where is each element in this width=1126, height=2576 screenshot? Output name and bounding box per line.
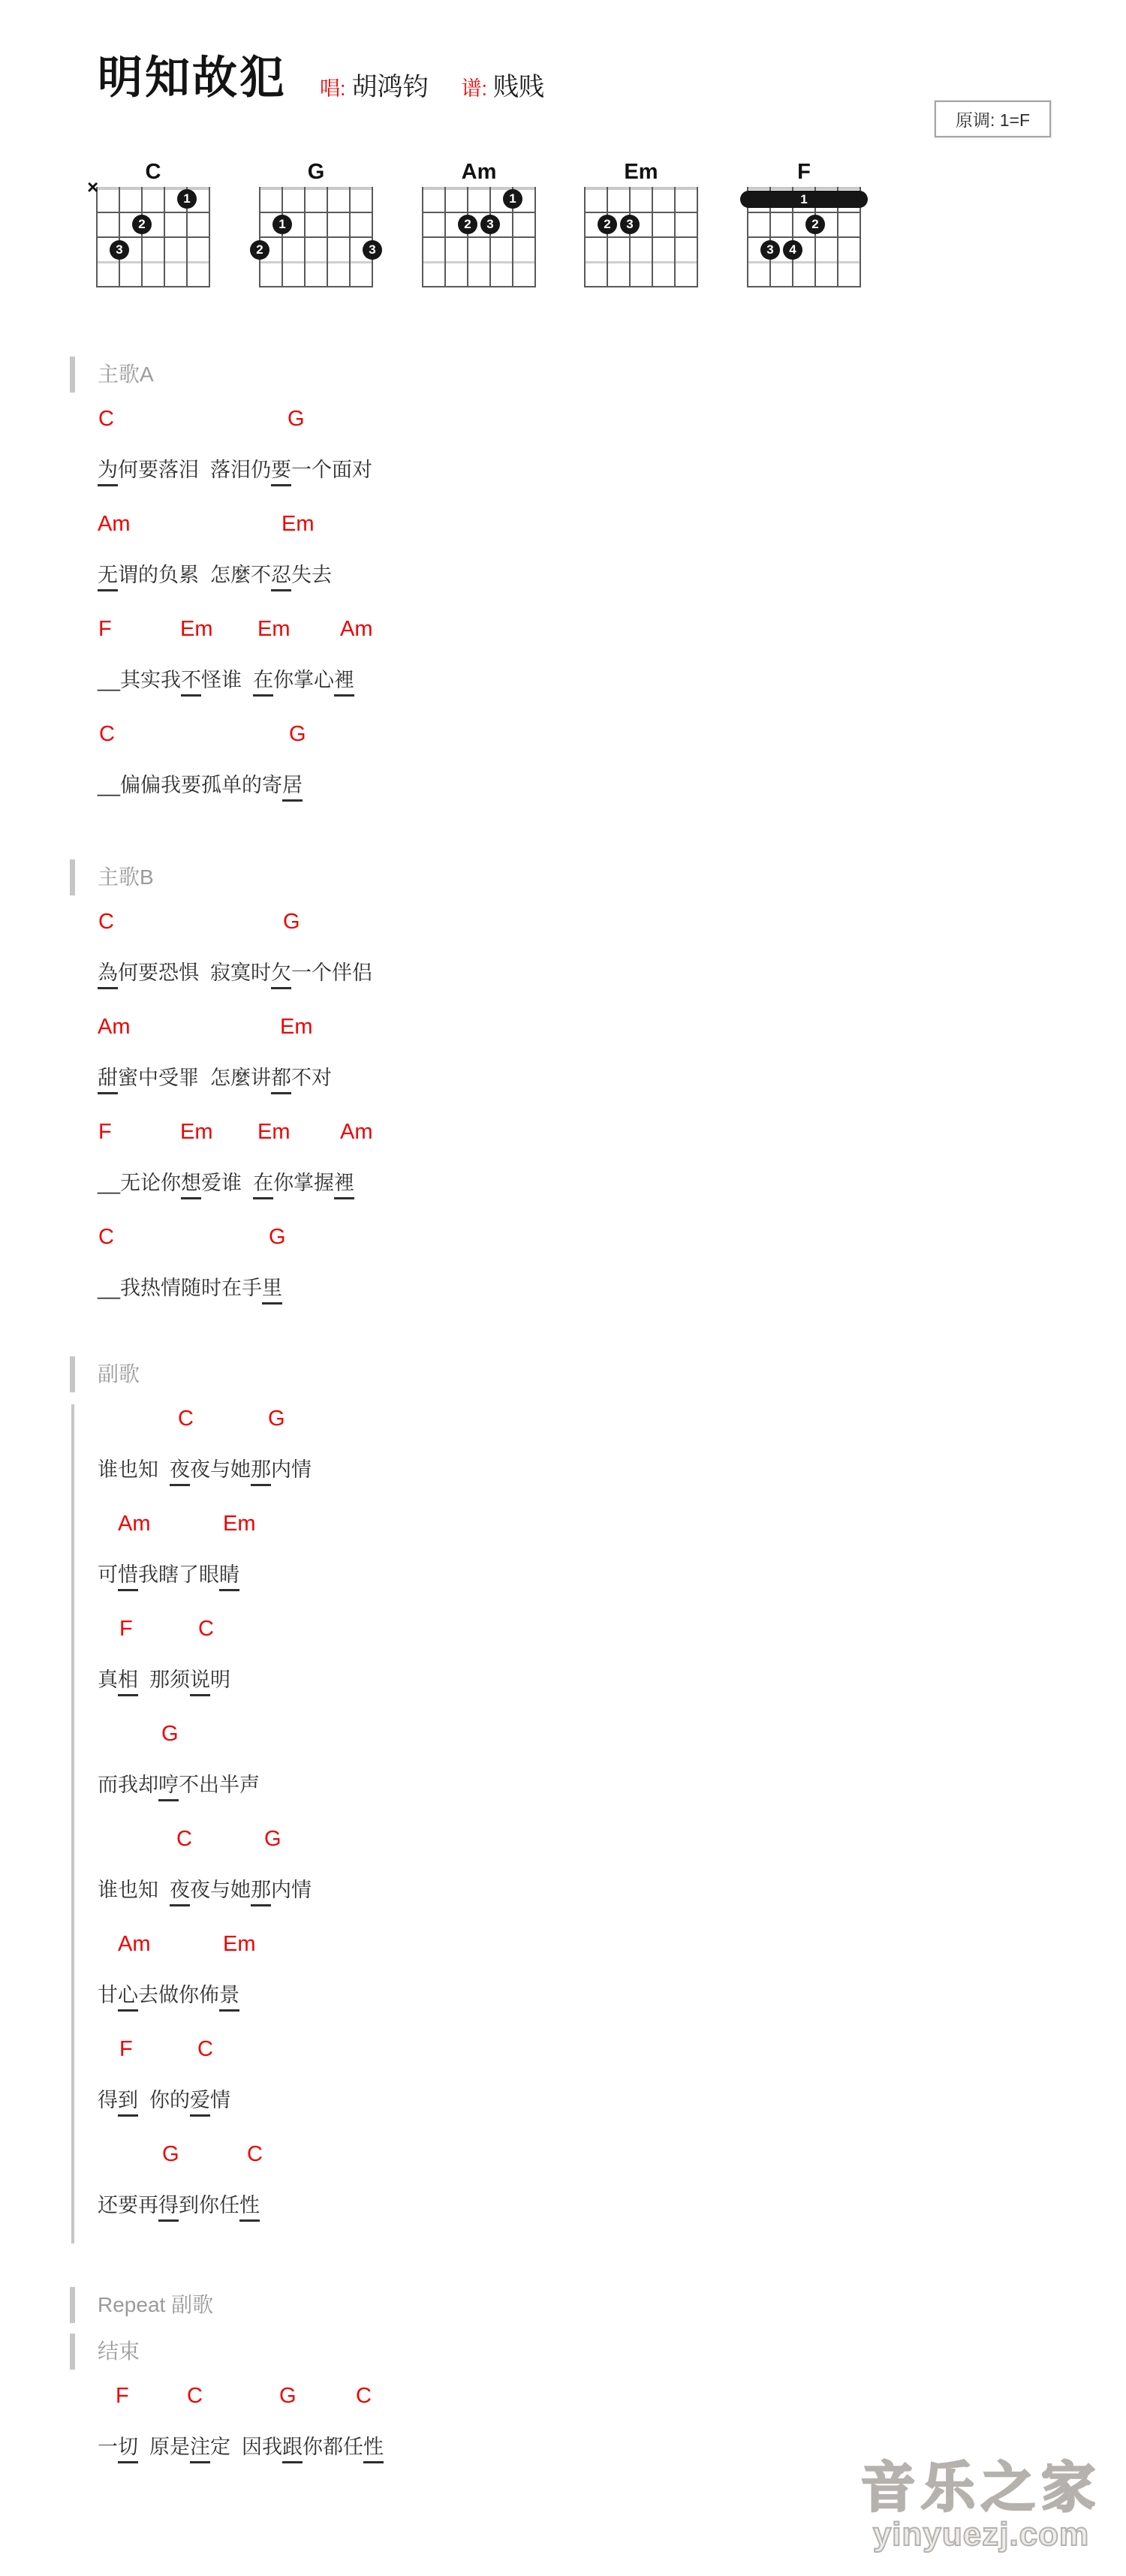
lyric-syllable: 到你任 (179, 2194, 239, 2216)
barre-finger-1: 1 (740, 191, 868, 208)
arranger-name: 贱贱 (493, 72, 545, 101)
lyric-syllable-underlined: 心 (118, 1984, 138, 2012)
lyric-text (98, 1982, 239, 2009)
lyric-syllable: 失去 (291, 564, 333, 586)
chord-diagram-name: Am (461, 160, 497, 184)
chord-label: G (288, 407, 305, 431)
fret-line (259, 261, 373, 263)
chord-label: C (356, 2384, 372, 2408)
chord-line (0, 1924, 1126, 1976)
lyric-syllable-underlined: 夜 (170, 1879, 190, 1906)
lyric-syllable: 无论你 (120, 1172, 182, 1194)
fret-line (96, 212, 210, 213)
lyric-text (98, 1562, 239, 1588)
song-sections (0, 360, 1126, 2481)
lyric-syllable: 你掌握 (273, 1172, 335, 1194)
original-key-box: 原调: 1=F (935, 101, 1051, 137)
lyric-text (98, 960, 372, 986)
chord-line (0, 1608, 1126, 1661)
chord-line (0, 1007, 1126, 1059)
fretboard-grid (747, 187, 861, 287)
section-header (0, 2290, 1126, 2320)
fret-line (96, 236, 210, 238)
lyric-syllable: __ (98, 1172, 121, 1194)
section-label: Repeat 副歌 (98, 2293, 214, 2316)
finger-dot-4: 4 (783, 240, 802, 260)
lyric-syllable: 偏偏我要孤单的寄 (120, 774, 283, 796)
section-label: 主歌B (98, 865, 154, 889)
section-header (0, 1359, 1126, 1389)
muted-string-marker: × (87, 176, 99, 198)
lyric-syllable-underlined: 夜 (170, 1458, 190, 1486)
chord-label: G (264, 1827, 282, 1851)
lyric-syllable-underlined: 那 (251, 1458, 271, 1486)
lyric-text (98, 1275, 282, 1302)
finger-dot-3: 3 (110, 240, 129, 260)
fretboard-grid (584, 187, 698, 287)
fret-line (584, 236, 698, 238)
lyric-syllable-underlined: 都 (271, 1067, 291, 1094)
chord-label: C (98, 1225, 114, 1249)
chord-diagram-name: G (307, 160, 325, 184)
chord-label: Am (340, 1120, 373, 1144)
lyric-syllable-underlined: 得 (158, 2194, 179, 2222)
lyric-syllable: 你掌心 (273, 669, 335, 691)
lyric-syllable-underlined: 为 (98, 459, 118, 486)
lyric-syllable: 不出半声 (179, 1774, 260, 1796)
string-line (141, 187, 143, 287)
fret-line (422, 286, 536, 287)
chord-label: Am (118, 1932, 151, 1956)
section-lines (0, 399, 1126, 819)
lyric-syllable: 其实我 (120, 669, 182, 691)
finger-dot-2: 2 (458, 215, 477, 234)
lyric-text (98, 772, 303, 799)
lyric-syllable-underlined: 欠 (271, 961, 291, 989)
finger-dot-1: 1 (503, 189, 522, 209)
lyric-text (98, 2087, 230, 2114)
chord-label: G (162, 2142, 179, 2166)
chord-label: Em (180, 617, 213, 641)
lyric-syllable-underlined: 那 (251, 1879, 271, 1906)
lyric-text (98, 1877, 312, 1903)
section-repeat (0, 2290, 1126, 2320)
finger-dot-2: 2 (132, 215, 152, 234)
lyric-syllable: 谁也知 (98, 1458, 170, 1481)
lyric-line (0, 1871, 1126, 1924)
chord-label: Am (118, 1512, 151, 1536)
chord-label: C (98, 910, 114, 934)
fret-line (422, 212, 536, 213)
string-line (697, 187, 698, 287)
chord-line (0, 1714, 1126, 1766)
lyric-text (98, 1170, 354, 1196)
chord-label: G (279, 2384, 297, 2408)
fretboard-grid (256, 187, 376, 287)
lyric-syllable-underlined: 里 (262, 1277, 282, 1305)
chord-label: C (247, 2142, 263, 2166)
lyric-syllable-underlined: 在 (253, 669, 273, 697)
lyric-syllable: 一 (98, 2436, 118, 2458)
string-line (304, 187, 306, 287)
chord-label: F (119, 1617, 133, 1641)
chord-label: C (197, 2037, 213, 2061)
fret-line (96, 261, 210, 263)
lyric-line (0, 766, 1126, 819)
lyric-syllable: __ (98, 774, 121, 796)
fret-line (747, 236, 861, 238)
lyric-text (98, 667, 354, 694)
lyric-line (0, 1059, 1126, 1112)
section-header (0, 360, 1126, 390)
fret-line (747, 212, 861, 213)
lyric-text (98, 1667, 230, 1693)
fret-line (259, 187, 373, 190)
chord-line (0, 1112, 1126, 1164)
lyric-syllable-underlined: 切 (118, 2436, 138, 2463)
chord-line (0, 504, 1126, 556)
string-line (209, 187, 210, 287)
lyric-line (0, 2081, 1126, 2134)
section-lines (0, 1398, 1126, 2239)
fret-line (259, 286, 373, 287)
chord-label: C (176, 1827, 192, 1851)
section-label: 主歌A (98, 363, 154, 386)
watermark-logo-text: 音乐之家 (860, 2458, 1101, 2518)
chord-line (0, 2134, 1126, 2186)
lyric-line (0, 1766, 1126, 1819)
chord-diagram-Am (422, 160, 536, 287)
chord-line (0, 901, 1126, 954)
lyric-text (98, 562, 332, 588)
lyric-syllable: 定 因我 (210, 2436, 283, 2458)
chord-label: C (187, 2384, 203, 2408)
lyric-syllable-underlined: 注 (190, 2436, 210, 2463)
singer-label: 唱: (320, 77, 346, 100)
lyric-syllable: 明 (210, 1669, 231, 1691)
arranger-label: 谱: (461, 77, 488, 100)
fret-line (422, 187, 536, 190)
section-marker-bar (70, 357, 75, 393)
lyric-line (0, 1164, 1126, 1217)
fret-line (259, 212, 373, 213)
string-line (372, 187, 373, 287)
finger-dot-3: 3 (760, 240, 780, 260)
finger-dot-3: 3 (620, 215, 640, 234)
chord-label: Am (340, 617, 373, 641)
song-title: 明知故犯 (98, 53, 287, 103)
string-line (119, 187, 120, 287)
chord-diagram-G (256, 160, 376, 287)
lyric-syllable-underlined: 在 (253, 1172, 273, 1199)
lyric-syllable: 你都任 (303, 2436, 364, 2458)
lyric-text (98, 1772, 260, 1798)
string-line (607, 187, 608, 287)
string-line (584, 187, 586, 287)
fret-line (259, 236, 373, 238)
string-line (534, 187, 536, 287)
fret-line (96, 187, 210, 190)
lyric-syllable-underlined: 為 (98, 961, 118, 989)
lyric-syllable: 谓的负累 怎麼不 (118, 564, 272, 586)
singer-name: 胡鸿钧 (351, 72, 429, 101)
chord-line (0, 609, 1126, 661)
lyric-syllable: __ (98, 669, 121, 691)
chord-label: Em (280, 1015, 313, 1039)
string-line (96, 187, 98, 287)
lyric-text (98, 2192, 260, 2219)
lyric-syllable: 不对 (291, 1067, 333, 1089)
chord-label: C (198, 1617, 214, 1641)
lyric-syllable-underlined: 睛 (219, 1563, 239, 1591)
section-marker-bar (70, 2334, 75, 2370)
chord-label: C (98, 407, 114, 431)
lyric-syllable-underlined: 要 (271, 459, 291, 486)
lyric-syllable-underlined: 爱 (190, 2089, 210, 2117)
lyric-text (98, 1065, 332, 1091)
section-verse-a (0, 360, 1126, 819)
singer-credit (320, 74, 429, 101)
finger-dot-3: 3 (480, 215, 500, 234)
chord-line (0, 714, 1126, 766)
chord-label: G (283, 910, 300, 934)
chord-diagram-name: C (145, 160, 161, 184)
lyric-syllable-underlined: 想 (181, 1172, 201, 1199)
lyric-syllable: 内情 (271, 1879, 312, 1901)
lyric-syllable: 一个伴侣 (291, 961, 373, 984)
string-line (674, 187, 676, 287)
section-header (0, 862, 1126, 892)
chord-diagram-name: F (797, 160, 811, 184)
fret-line (584, 286, 698, 287)
lyric-syllable: 真 (98, 1669, 118, 1691)
lyric-line (0, 954, 1126, 1007)
string-line (652, 187, 653, 287)
chord-line (0, 1398, 1126, 1451)
chord-diagram-name: Em (624, 160, 658, 184)
lyric-syllable: 夜与她 (190, 1458, 251, 1481)
lyric-syllable-underlined: 不 (181, 669, 201, 697)
chord-label: F (119, 2037, 133, 2061)
lyric-text (98, 1457, 312, 1483)
lyric-syllable-underlined: 哼 (158, 1774, 179, 1801)
lyric-syllable-underlined: 裡 (334, 669, 354, 697)
fret-line (747, 187, 861, 190)
section-marker-bar (70, 1356, 75, 1392)
lyric-syllable-underlined: 性 (239, 2194, 260, 2222)
lyric-syllable-underlined: 相 (118, 1669, 138, 1696)
lyric-syllable: 可 (98, 1563, 118, 1586)
fret-line (422, 261, 536, 263)
lyric-syllable: 我热情随时在手 (120, 1277, 263, 1299)
chord-label: G (268, 1407, 285, 1431)
finger-dot-2: 2 (250, 240, 269, 260)
lyric-syllable: 你的 (138, 2089, 191, 2111)
lyric-syllable: 怪谁 (201, 669, 254, 691)
chord-label: G (161, 1722, 179, 1746)
lyric-syllable: 何要落泪 落泪仍 (118, 459, 272, 481)
lyric-syllable: 那须 (138, 1669, 191, 1691)
lyric-syllable-underlined: 惜 (118, 1563, 138, 1591)
section-verse-b (0, 862, 1126, 1322)
section-marker-bar (70, 2287, 75, 2323)
fret-line (584, 212, 698, 213)
lyric-syllable: 而我却 (98, 1774, 158, 1796)
fret-line (747, 286, 861, 287)
lyric-line (0, 1451, 1126, 1503)
lyric-syllable-underlined: 甜 (98, 1067, 118, 1094)
chord-diagram-C (87, 160, 210, 287)
fret-line (96, 286, 210, 287)
lyric-syllable: 还要再 (98, 2194, 158, 2216)
chord-label: G (269, 1225, 286, 1249)
watermark (861, 2459, 1101, 2551)
chord-label: C (99, 722, 115, 746)
section-lines (0, 901, 1126, 1322)
page (0, 54, 1126, 2576)
lyric-syllable-underlined: 到 (118, 2089, 138, 2117)
lyric-syllable: 爱谁 (201, 1172, 254, 1194)
lyric-syllable: __ (98, 1277, 121, 1299)
chord-label: F (116, 2384, 129, 2408)
lyric-line (0, 1556, 1126, 1608)
lyric-syllable: 甘 (98, 1984, 118, 2006)
lyric-syllable-underlined: 景 (219, 1984, 239, 2012)
lyric-syllable-underlined: 裡 (334, 1172, 354, 1199)
chord-label: Em (223, 1512, 256, 1536)
chord-label: C (178, 1407, 194, 1431)
title-bar (98, 54, 1126, 101)
section-label: 副歌 (98, 1362, 140, 1386)
fret-line (747, 261, 861, 263)
chord-diagrams (0, 160, 1126, 296)
lyric-syllable: 一个面对 (291, 459, 373, 481)
chord-label: Am (98, 512, 131, 536)
string-line (489, 187, 491, 287)
section-chorus (0, 1359, 1126, 2239)
lyric-text (98, 2434, 384, 2460)
arranger-credit (462, 74, 545, 101)
string-line (467, 187, 468, 287)
lyric-syllable: 去做你佈 (138, 1984, 219, 2006)
lyric-text (98, 457, 372, 483)
string-line (164, 187, 165, 287)
lyric-line (0, 1976, 1126, 2029)
chord-label: Am (98, 1015, 131, 1039)
lyric-line (0, 2186, 1126, 2239)
lyric-syllable: 我瞎了眼 (138, 1563, 219, 1586)
lyric-syllable: 蜜中受罪 怎麼讲 (118, 1067, 272, 1089)
chord-diagram-F (747, 160, 861, 287)
chord-line (0, 1503, 1126, 1556)
lyric-line (0, 451, 1126, 504)
section-marker-bar (70, 859, 75, 895)
string-line (327, 187, 328, 287)
lyric-syllable-underlined: 无 (98, 564, 118, 591)
chord-line (0, 1217, 1126, 1269)
lyric-syllable: 内情 (271, 1458, 312, 1481)
section-header (0, 2337, 1126, 2367)
section-label: 结束 (98, 2340, 140, 2363)
chord-line (0, 2029, 1126, 2081)
fretboard-grid (422, 187, 536, 287)
string-line (349, 187, 351, 287)
string-line (282, 187, 283, 287)
lyric-syllable: 得 (98, 2089, 118, 2111)
fretboard-grid (87, 176, 210, 287)
lyric-line (0, 1661, 1126, 1714)
finger-dot-1: 1 (177, 189, 197, 209)
lyric-syllable-underlined: 跟 (282, 2436, 303, 2463)
lyric-syllable: 情 (210, 2089, 231, 2111)
chord-label: F (98, 617, 112, 641)
string-line (444, 187, 446, 287)
string-line (629, 187, 631, 287)
lyric-syllable: 何要恐惧 寂寞时 (118, 961, 272, 984)
lyric-line (0, 1269, 1126, 1322)
lyric-syllable-underlined: 居 (282, 774, 303, 802)
lyric-syllable: 原是 (138, 2436, 191, 2458)
chord-label: Em (257, 1120, 291, 1144)
chord-label: Em (223, 1932, 256, 1956)
string-line (259, 187, 260, 287)
lyric-syllable-underlined: 说 (190, 1669, 210, 1696)
fret-line (422, 236, 536, 238)
chord-label: Em (282, 512, 315, 536)
string-line (422, 187, 423, 287)
finger-dot-2: 2 (805, 215, 825, 234)
chord-line (0, 399, 1126, 451)
lyric-line (0, 661, 1126, 714)
lyric-syllable: 谁也知 (98, 1879, 170, 1901)
chord-line (0, 2376, 1126, 2428)
finger-dot-3: 3 (363, 240, 382, 260)
lyric-syllable-underlined: 忍 (271, 564, 291, 591)
lyric-syllable: 夜与她 (190, 1879, 251, 1901)
chord-diagram-Em (584, 160, 698, 287)
fret-line (584, 187, 698, 190)
chord-label: F (98, 1120, 112, 1144)
lyric-syllable-underlined: 性 (363, 2436, 384, 2463)
lyric-line (0, 556, 1126, 609)
finger-dot-1: 1 (272, 215, 292, 234)
finger-dot-2: 2 (598, 215, 617, 234)
chord-label: Em (180, 1120, 213, 1144)
chord-label: G (289, 722, 306, 746)
chord-line (0, 1819, 1126, 1871)
chord-label: Em (257, 617, 291, 641)
fret-line (584, 261, 698, 263)
watermark-site-text: yinyuezj.com (872, 2516, 1090, 2553)
